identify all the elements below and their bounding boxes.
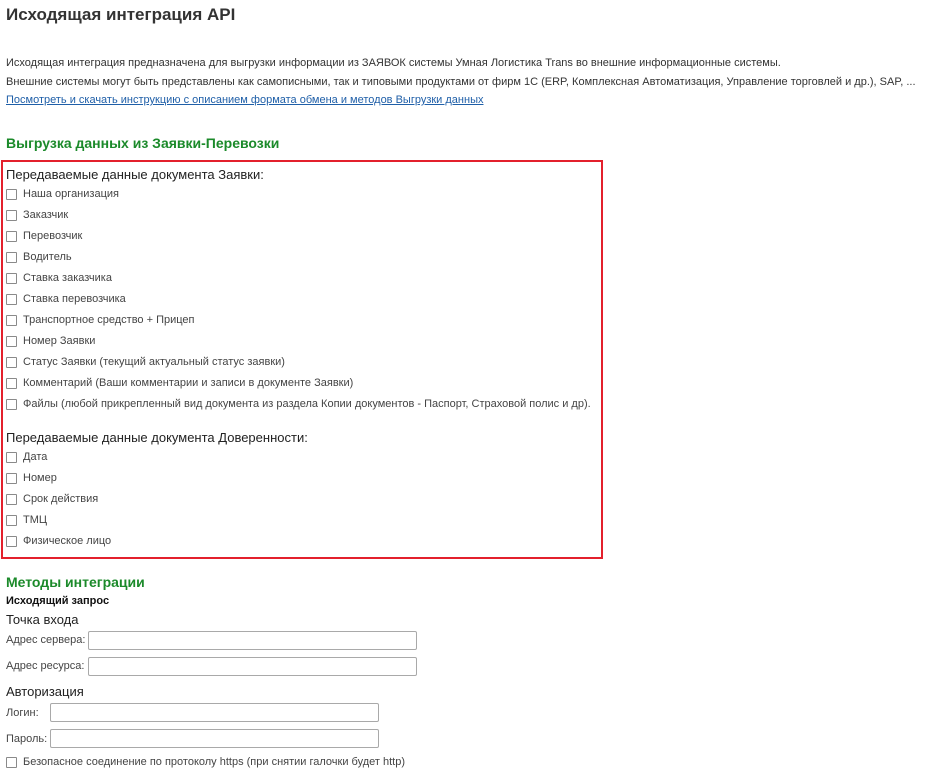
checkbox-row-validity[interactable] [6, 491, 98, 507]
checkbox[interactable] [6, 336, 17, 347]
checkbox-label: Ставка перевозчика [23, 293, 126, 305]
checkbox-row-driver[interactable] [6, 249, 72, 265]
checkbox-label: Файлы (любой прикрепленный вид документа из раздела Копии документов - Паспорт, Страховой полис и др). [23, 398, 591, 410]
https-checkbox-label: Безопасное соединение по протоколу https (при снятии галочки будет http) [23, 756, 406, 768]
checkbox-row-files[interactable] [6, 396, 591, 412]
checkbox-label: Физическое лицо [23, 535, 112, 547]
checkbox-label: Комментарий (Ваши комментарии и записи в документе Заявки) [23, 377, 354, 389]
checkbox-label: Номер [23, 472, 57, 484]
outgoing-request-caption: Исходящий запрос [6, 595, 110, 607]
checkbox-label: Водитель [23, 251, 72, 263]
checkbox[interactable] [6, 273, 17, 284]
checkbox-row-number[interactable] [6, 470, 57, 486]
resource-address-label: Адрес ресурса: [6, 660, 85, 672]
checkbox-row-order-status[interactable] [6, 354, 285, 370]
entry-point-caption: Точка входа [6, 612, 79, 627]
page-title: Исходящая интеграция API [6, 5, 236, 24]
login-label: Логин: [6, 707, 39, 719]
checkbox[interactable] [6, 210, 17, 221]
checkbox-label: Наша организация [23, 188, 119, 200]
checkbox-row-customer[interactable] [6, 207, 68, 223]
checkbox-row-our-organization[interactable] [6, 186, 119, 202]
methods-section-title: Методы интеграции [6, 574, 145, 590]
export-section-title: Выгрузка данных из Заявки-Перевозки [6, 135, 280, 151]
checkbox-label: Срок действия [23, 493, 99, 505]
server-address-label: Адрес сервера: [6, 634, 86, 646]
password-label: Пароль: [6, 733, 48, 745]
checkbox[interactable] [6, 357, 17, 368]
checkbox-label: Ставка заказчика [23, 272, 112, 284]
checkbox-row-carrier[interactable] [6, 228, 82, 244]
checkbox[interactable] [6, 494, 17, 505]
instruction-link[interactable]: Посмотреть и скачать инструкцию с описанием формата обмена и методов Выгрузки данных [6, 94, 484, 106]
checkbox-row-customer-rate[interactable] [6, 270, 112, 286]
checkbox[interactable] [6, 252, 17, 263]
https-checkbox-row[interactable] [6, 754, 405, 770]
description-line-1: Исходящая интеграция предназначена для выгрузки информации из ЗАЯВОК системы Умная Логистика Trans во внешние информационные системы. [6, 57, 781, 69]
description-line-2: Внешние системы могут быть представлены как самописными, так и типовыми продуктами от фирм 1С (ERP, Комплексная Автоматизация, Управление торговлей и др.), SAP, ... [6, 76, 916, 88]
checkbox-row-individual[interactable] [6, 533, 111, 549]
checkbox-label: ТМЦ [23, 514, 48, 526]
checkbox-row-tmc[interactable] [6, 512, 47, 528]
checkbox[interactable] [6, 231, 17, 242]
https-checkbox[interactable] [6, 757, 17, 768]
login-input[interactable] [50, 703, 379, 722]
checkbox[interactable] [6, 536, 17, 547]
checkbox-label: Статус Заявки (текущий актуальный статус заявки) [23, 356, 285, 368]
checkbox-label: Транспортное средство + Прицеп [23, 314, 195, 326]
checkbox-row-vehicle-trailer[interactable] [6, 312, 195, 328]
checkbox-label: Заказчик [23, 209, 69, 221]
checkbox[interactable] [6, 315, 17, 326]
server-address-input[interactable] [88, 631, 417, 650]
checkbox[interactable] [6, 189, 17, 200]
checkbox[interactable] [6, 294, 17, 305]
checkbox-row-order-number[interactable] [6, 333, 95, 349]
password-input[interactable] [50, 729, 379, 748]
checkbox[interactable] [6, 399, 17, 410]
authorization-caption: Авторизация [6, 684, 84, 699]
poa-group-caption: Передаваемые данные документа Доверенности: [6, 430, 308, 445]
checkbox-row-carrier-rate[interactable] [6, 291, 126, 307]
checkbox-label: Номер Заявки [23, 335, 96, 347]
resource-address-input[interactable] [88, 657, 417, 676]
checkbox[interactable] [6, 378, 17, 389]
checkbox[interactable] [6, 452, 17, 463]
checkbox[interactable] [6, 473, 17, 484]
checkbox-row-comment[interactable] [6, 375, 353, 391]
checkbox-label: Дата [23, 451, 48, 463]
checkbox-label: Перевозчик [23, 230, 83, 242]
checkbox-row-date[interactable] [6, 449, 47, 465]
checkbox[interactable] [6, 515, 17, 526]
order-group-caption: Передаваемые данные документа Заявки: [6, 167, 264, 182]
